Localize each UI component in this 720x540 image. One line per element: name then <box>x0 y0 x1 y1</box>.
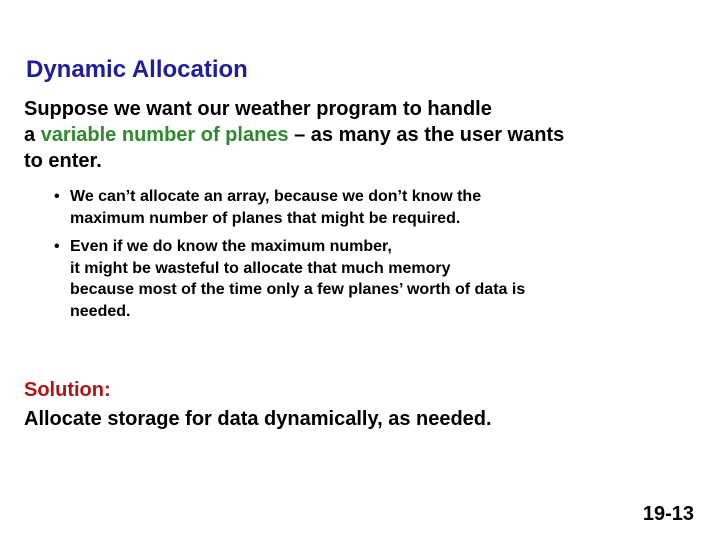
intro-line-3: to enter. <box>24 150 102 172</box>
bullet-dot: • <box>54 188 60 205</box>
intro-line-2-suffix: – as many as the user wants <box>288 124 565 146</box>
bullet-line: Even if we do know the maximum number, <box>70 238 392 255</box>
bullet-dot: • <box>54 238 60 255</box>
bullet-item <box>54 186 694 229</box>
intro-line-2 <box>24 122 704 148</box>
page-number: 19-13 <box>642 503 694 525</box>
intro-line-2-prefix: a <box>24 124 41 146</box>
highlight-variable-planes: variable number of planes <box>40 124 289 146</box>
bullet-line: maximum number of planes that might be required. <box>70 209 461 227</box>
solution-block <box>24 376 492 434</box>
solution-text: Allocate storage for data dynamically, as needed. <box>24 408 492 430</box>
bullet-line: We can’t allocate an array, because we don’t know the <box>70 188 482 205</box>
slide-title: Dynamic Allocation <box>26 56 248 83</box>
bullet-line: it might be wasteful to allocate that much memory <box>70 259 451 277</box>
intro-line-1: Suppose we want our weather program to handle <box>24 98 492 120</box>
bullet-line: needed. <box>70 302 131 320</box>
bullet-list <box>54 186 694 329</box>
intro-paragraph <box>24 96 704 174</box>
solution-label: Solution: <box>24 379 111 401</box>
bullet-item <box>54 236 694 322</box>
bullet-line: because most of the time only a few planes’ worth of data is <box>70 281 526 298</box>
